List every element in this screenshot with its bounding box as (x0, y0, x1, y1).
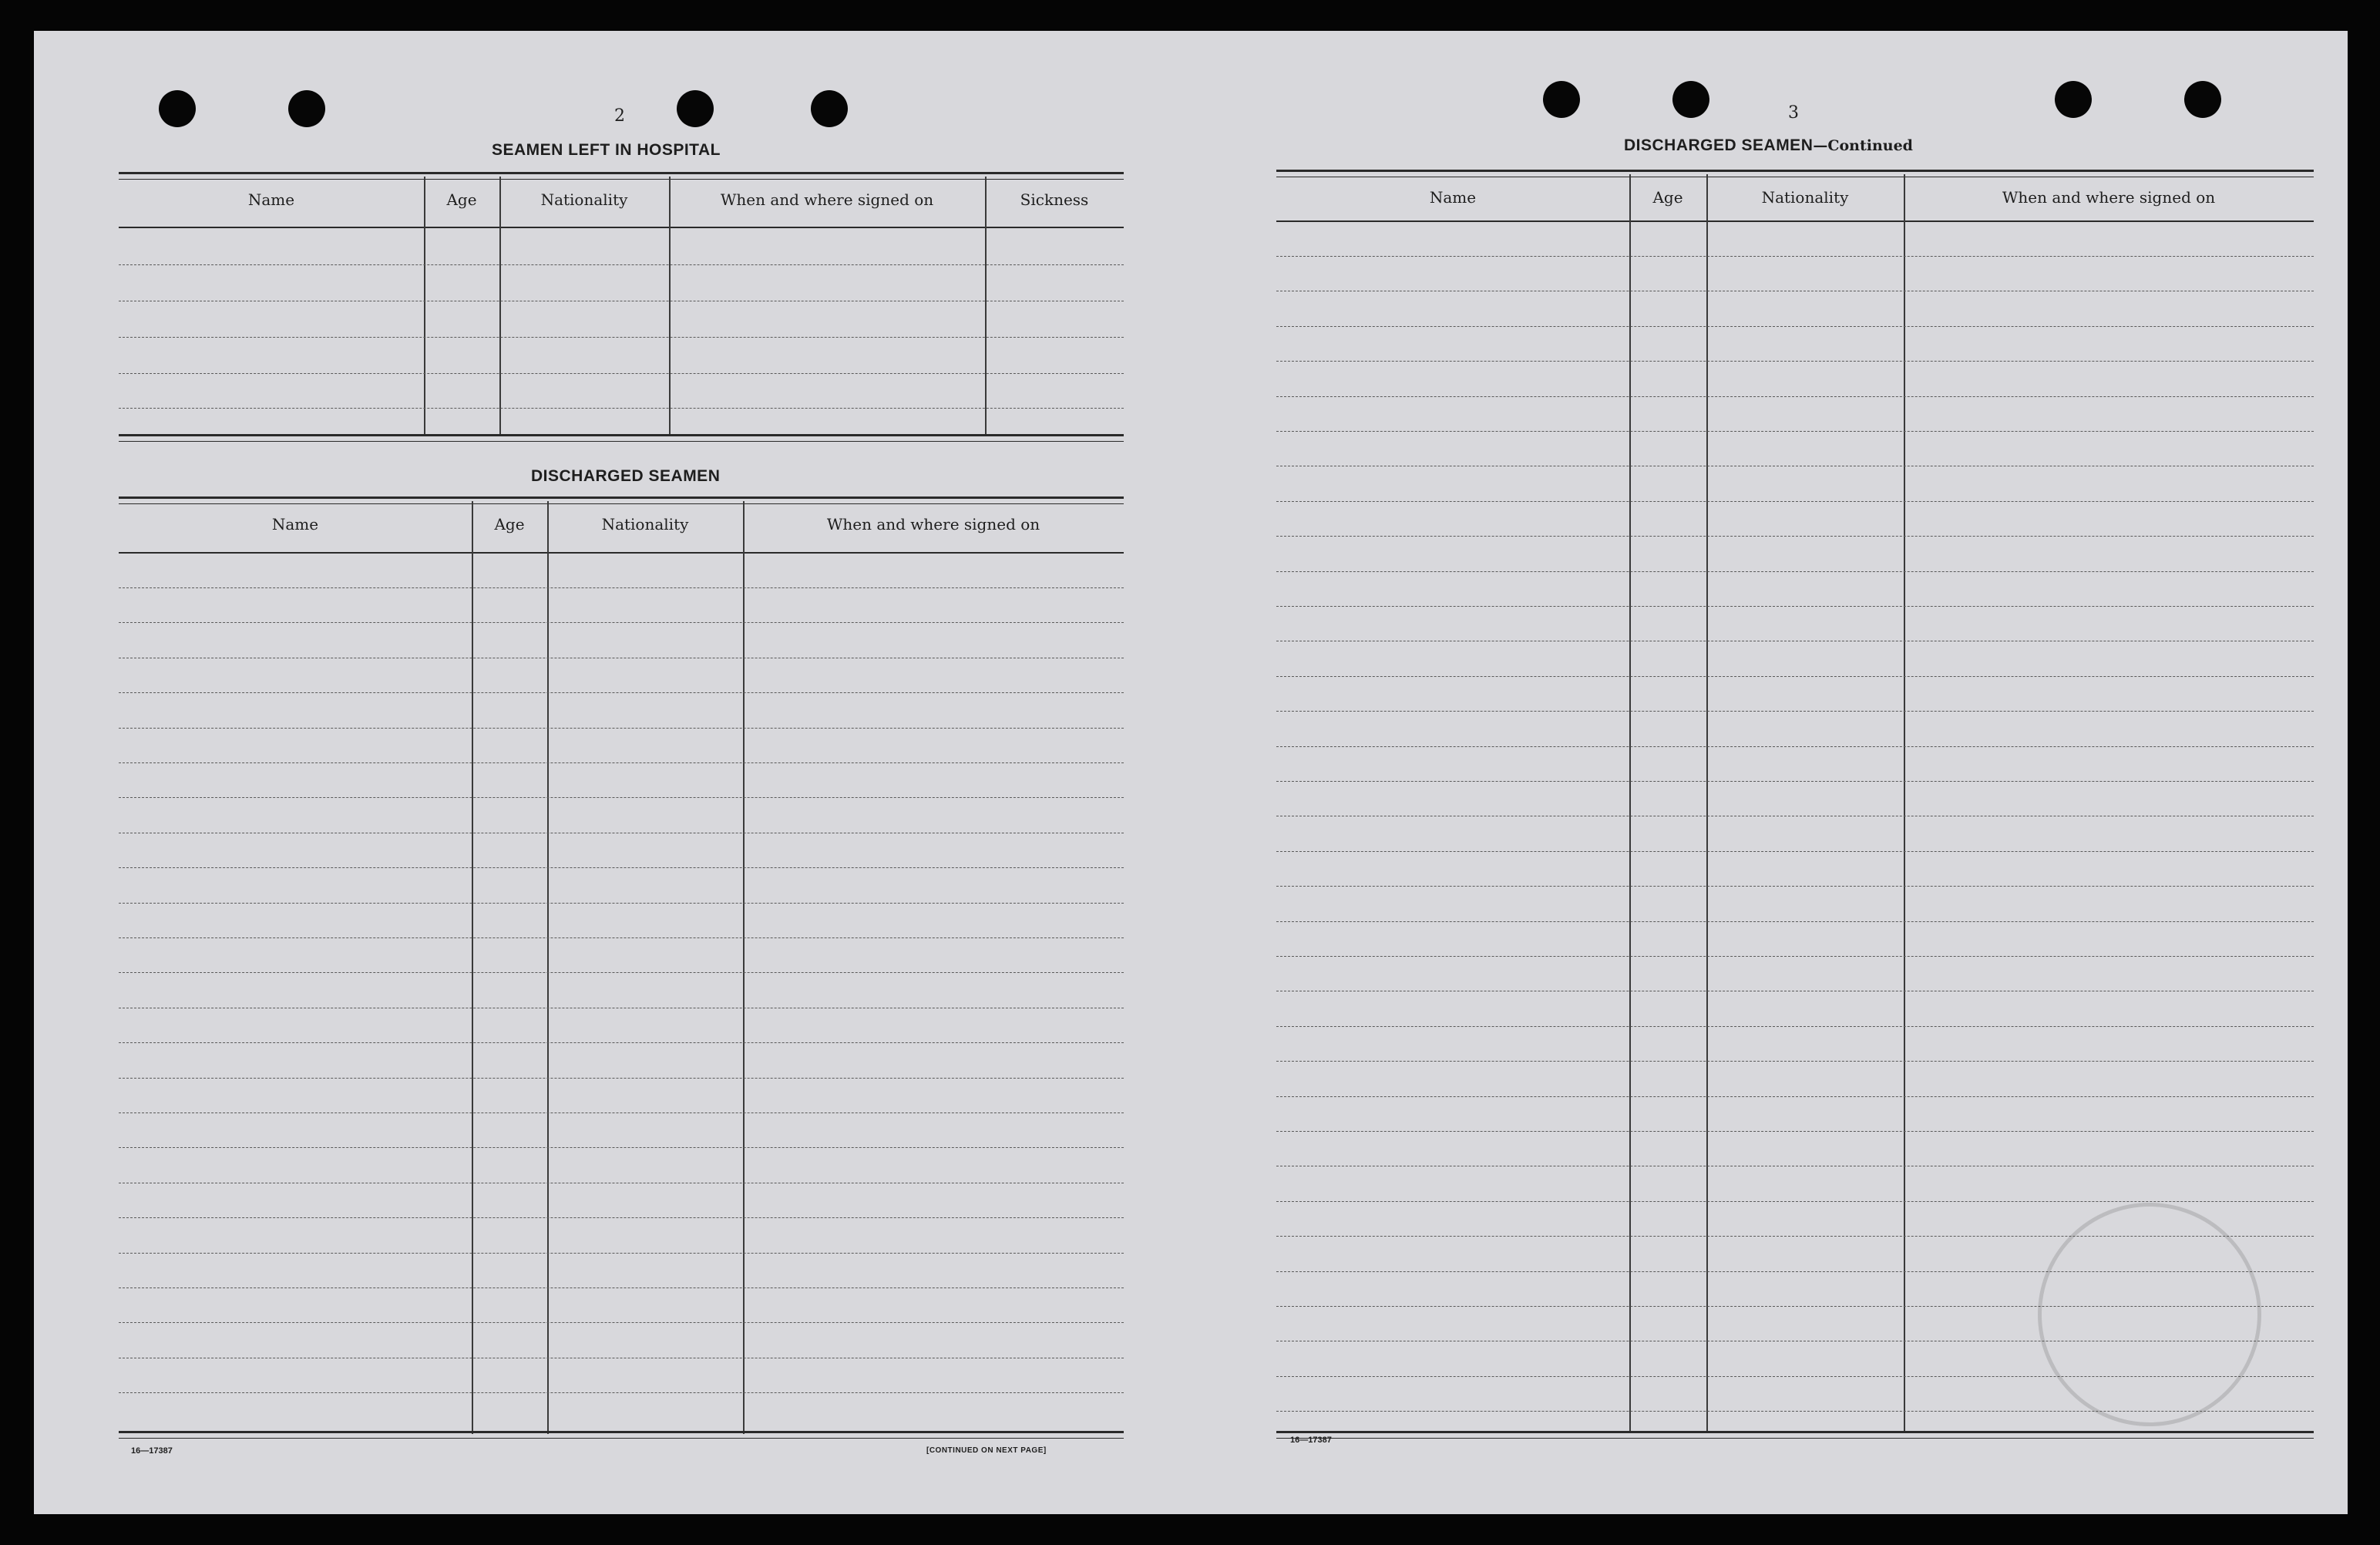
table-row (119, 692, 1124, 693)
table-row (1276, 256, 2314, 257)
table-row (119, 867, 1124, 868)
table-row (1276, 501, 2314, 502)
table-row (119, 937, 1124, 938)
table-row (1276, 396, 2314, 397)
table-row (119, 622, 1124, 623)
table-row (1276, 1096, 2314, 1097)
column-header-name: Name (247, 190, 295, 209)
table-row (119, 1322, 1124, 1323)
section-title-suffix: —Continued (1813, 137, 1913, 154)
table-row (119, 264, 1124, 265)
section-title-hospital: SEAMEN LEFT IN HOSPITAL (492, 141, 721, 159)
punch-hole (159, 90, 196, 127)
punch-hole (677, 90, 714, 127)
column-header-age: Age (494, 515, 525, 534)
table-row (119, 408, 1124, 409)
punch-hole (288, 90, 325, 127)
table-row (1276, 1131, 2314, 1132)
form-code: 16—17387 (131, 1446, 173, 1456)
table-row (1276, 536, 2314, 537)
punch-hole (2055, 81, 2092, 118)
column-header-name: Name (271, 515, 319, 534)
table-row (1276, 571, 2314, 572)
document-sheet (34, 31, 2348, 1514)
punch-hole (2184, 81, 2221, 118)
table-row (119, 373, 1124, 374)
table-row (119, 1217, 1124, 1218)
discharged-table-left (119, 496, 1124, 1471)
column-header-sickness: Sickness (1020, 190, 1089, 209)
table-row (119, 1078, 1124, 1079)
table-row (1276, 676, 2314, 677)
column-header-signed-on: When and where signed on (826, 515, 1040, 534)
table-row (1276, 1026, 2314, 1027)
table-row (119, 1042, 1124, 1043)
table-row (1276, 326, 2314, 327)
page-number: 3 (1788, 103, 1799, 123)
column-header-signed-on: When and where signed on (2002, 188, 2216, 207)
table-row (119, 972, 1124, 973)
column-header-nationality: Nationality (1761, 188, 1849, 207)
section-title-text: DISCHARGED SEAMEN (1624, 136, 1814, 154)
table-row (1276, 711, 2314, 712)
column-header-nationality: Nationality (540, 190, 628, 209)
table-row (1276, 431, 2314, 432)
table-row (119, 1112, 1124, 1113)
table-row (1276, 1201, 2314, 1202)
column-header-age: Age (446, 190, 477, 209)
page-number: 2 (614, 106, 625, 126)
table-row (119, 762, 1124, 763)
punch-hole (811, 90, 848, 127)
column-header-age: Age (1652, 188, 1683, 207)
table-row (119, 337, 1124, 338)
section-title-discharged-continued (1624, 136, 1913, 155)
table-row (1276, 746, 2314, 747)
section-title-discharged: DISCHARGED SEAMEN (531, 467, 721, 485)
column-header-nationality: Nationality (601, 515, 689, 534)
table-row (1276, 851, 2314, 852)
column-header-name: Name (1429, 188, 1477, 207)
punch-hole (1672, 81, 1709, 118)
table-row (119, 1253, 1124, 1254)
table-row (119, 587, 1124, 588)
table-row (119, 1392, 1124, 1393)
continued-note: [CONTINUED ON NEXT PAGE] (926, 1446, 1047, 1455)
stamp-mark (2038, 1203, 2261, 1426)
hospital-table (119, 172, 1124, 445)
table-row (1276, 1061, 2314, 1062)
table-row (1276, 361, 2314, 362)
table-row (119, 728, 1124, 729)
column-header-signed-on: When and where signed on (720, 190, 934, 209)
form-code: 16—17387 (1290, 1436, 1332, 1445)
table-row (1276, 781, 2314, 782)
table-row (1276, 886, 2314, 887)
table-row (1276, 956, 2314, 957)
table-row (1276, 606, 2314, 607)
table-row (119, 903, 1124, 904)
table-row (119, 797, 1124, 798)
punch-hole (1543, 81, 1580, 118)
table-row (1276, 921, 2314, 922)
table-row (119, 1147, 1124, 1148)
